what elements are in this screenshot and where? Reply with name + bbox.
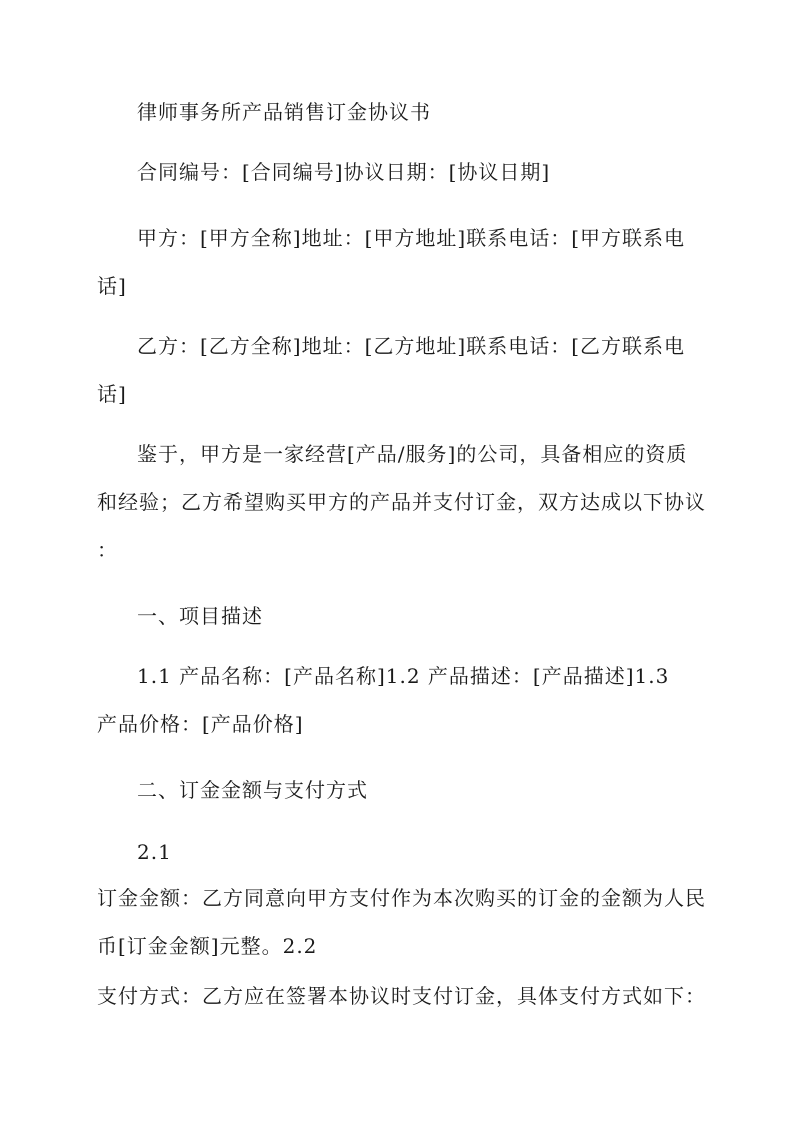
section-2-line-1: 订金金额：乙方同意向甲方支付作为本次购买的订金的金额为人民 <box>97 886 706 910</box>
party-b-line-2: 话] <box>97 382 127 406</box>
preamble-line-2: 和经验；乙方希望购买甲方的产品并支付订金，双方达成以下协议 <box>97 490 706 514</box>
section-2-heading: 二、订金金额与支付方式 <box>137 778 368 802</box>
section-2-clause-number: 2.1 <box>137 840 172 864</box>
section-2-line-2: 币[订金金额]元整。2.2 <box>97 934 318 958</box>
party-a-line-2: 话] <box>97 274 127 298</box>
party-b-line-1: 乙方：[乙方全称]地址：[乙方地址]联系电话：[乙方联系电 <box>137 334 686 358</box>
preamble-line-3: ： <box>97 538 118 562</box>
section-1-line-1: 1.1 产品名称：[产品名称]1.2 产品描述：[产品描述]1.3 <box>137 664 670 688</box>
preamble-line-1: 鉴于，甲方是一家经营[产品/服务]的公司，具备相应的资质 <box>137 442 688 466</box>
document-title: 律师事务所产品销售订金协议书 <box>137 100 431 124</box>
party-a-line-1: 甲方：[甲方全称]地址：[甲方地址]联系电话：[甲方联系电 <box>137 226 686 250</box>
section-1-line-2: 产品价格：[产品价格] <box>97 712 304 736</box>
section-1-heading: 一、项目描述 <box>137 604 263 628</box>
contract-meta: 合同编号：[合同编号]协议日期：[协议日期] <box>137 160 551 184</box>
section-2-line-3: 支付方式：乙方应在签署本协议时支付订金，具体支付方式如下： <box>97 984 706 1008</box>
